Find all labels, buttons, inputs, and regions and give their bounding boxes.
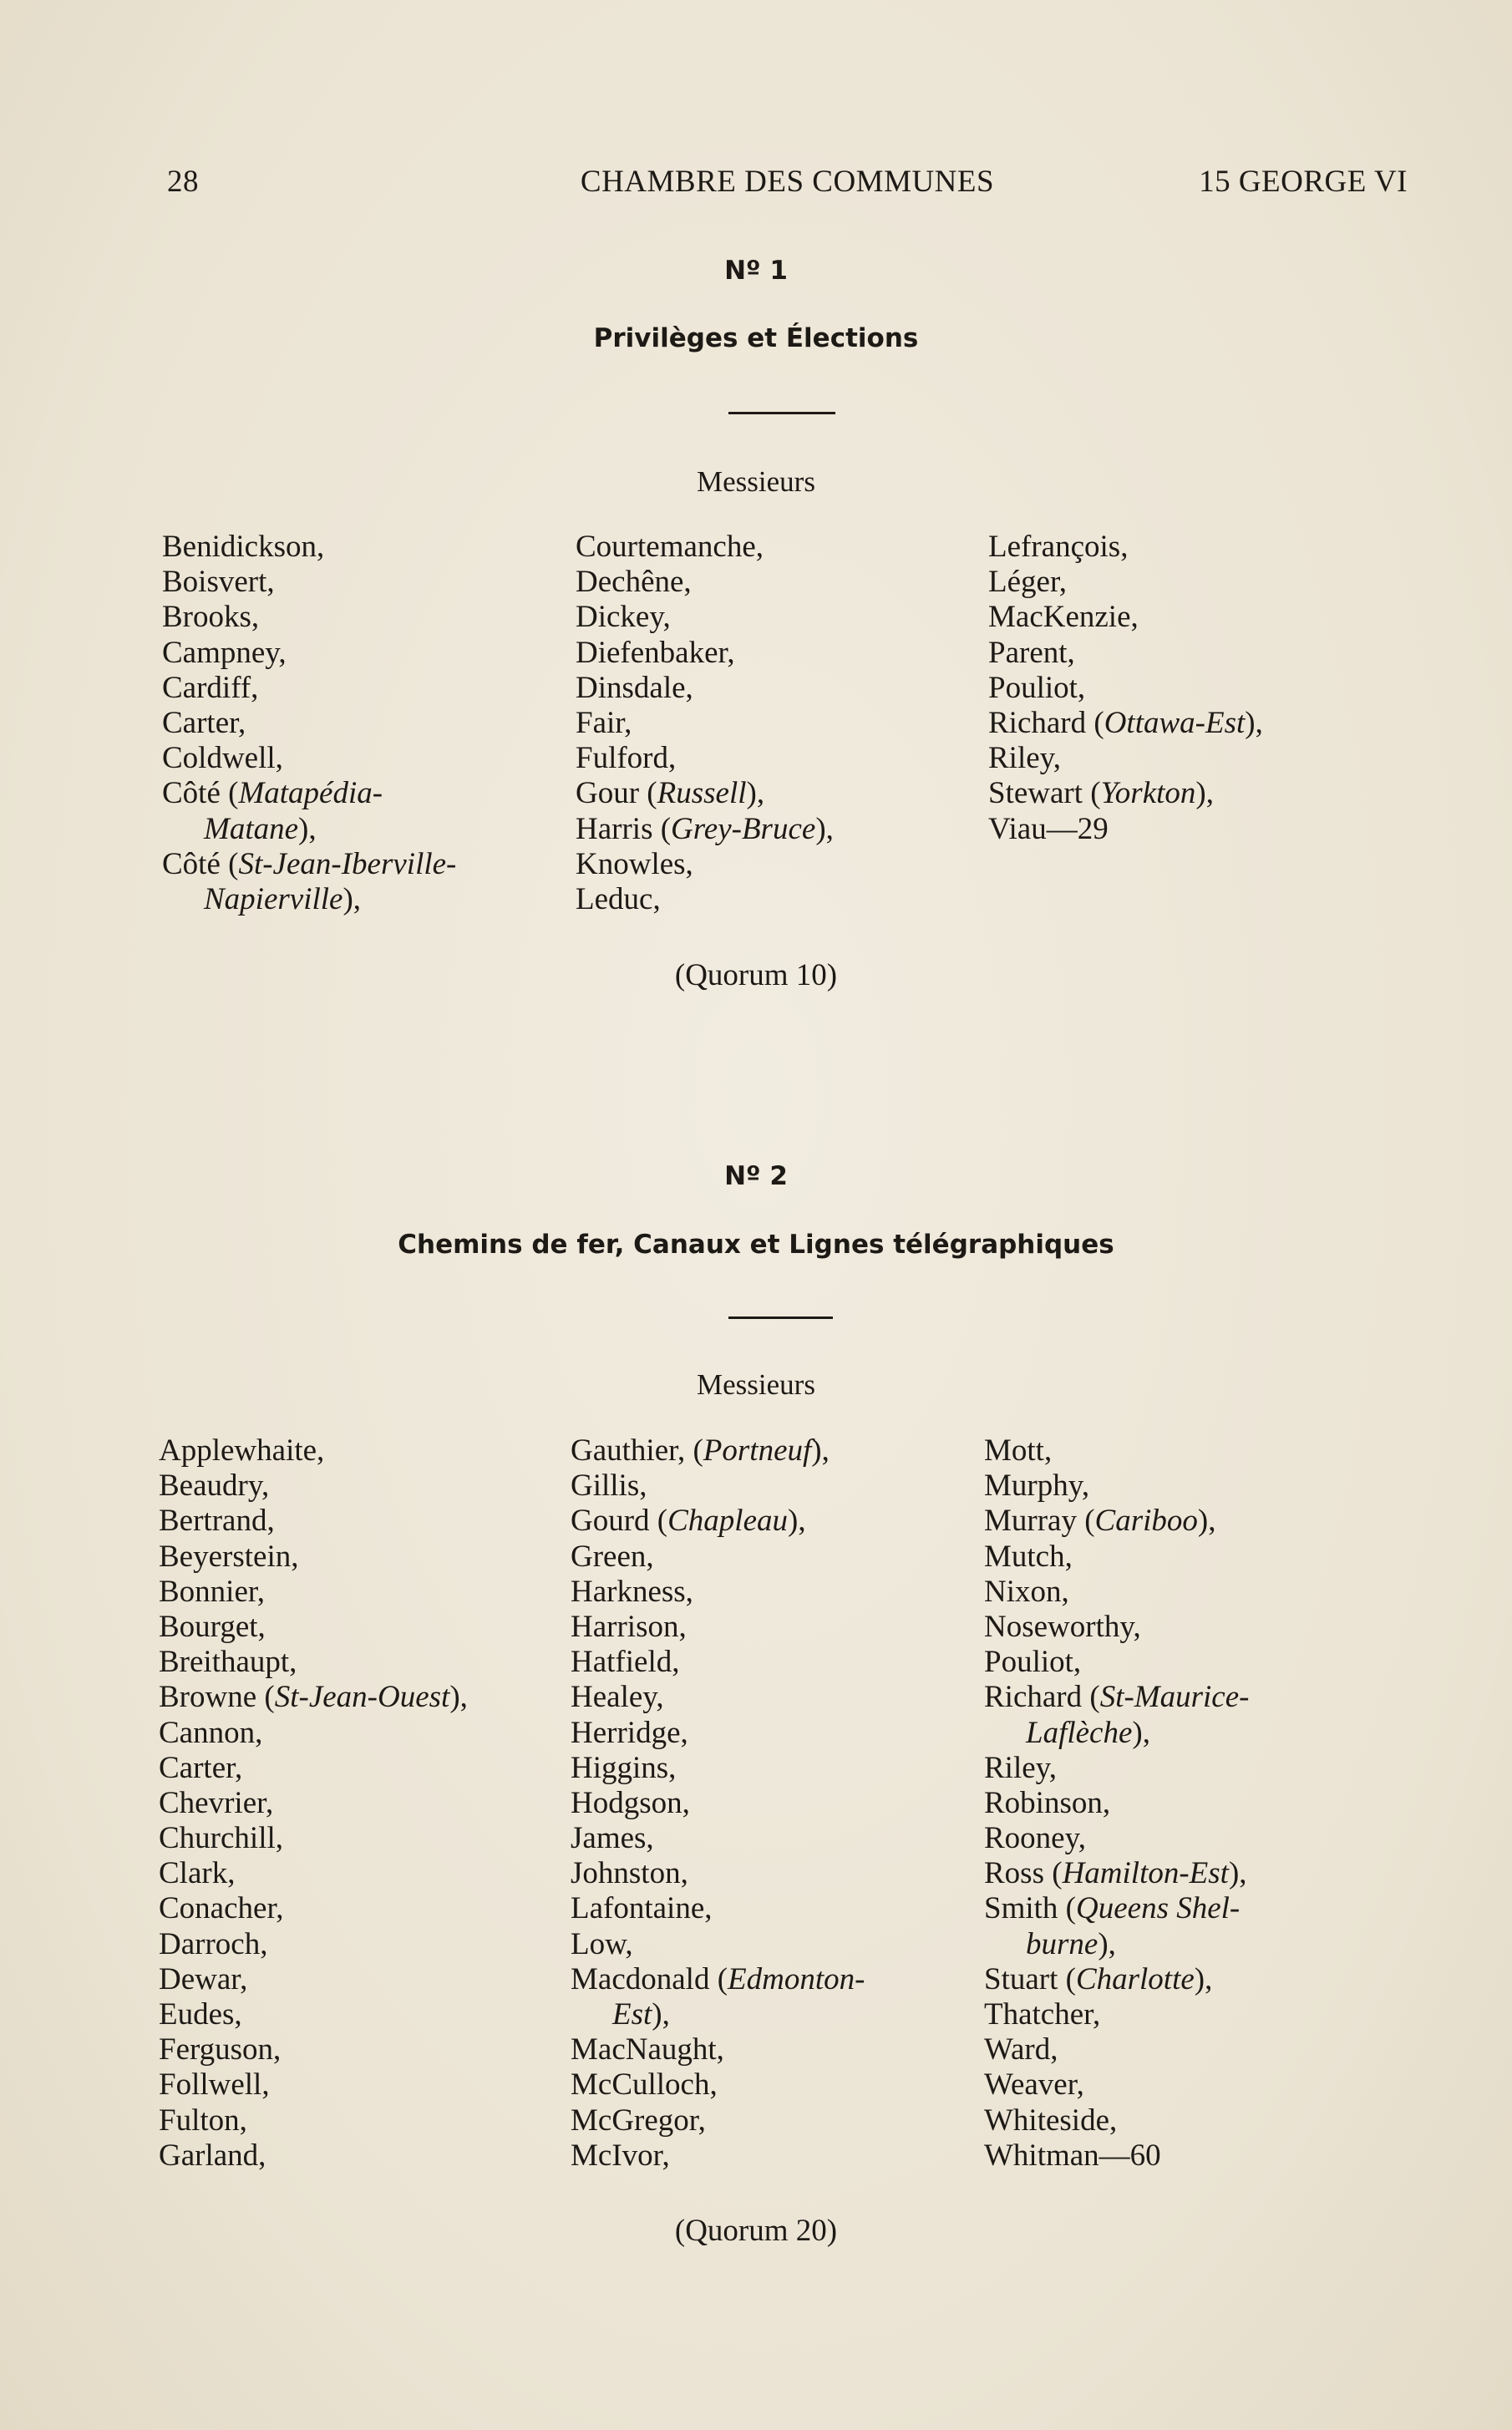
member-name: Dickey, xyxy=(576,600,671,635)
member-name: Pouliot, xyxy=(984,1645,1082,1680)
member-name: Lefrançois, xyxy=(988,530,1129,564)
committee-1-members-heading: Messieurs xyxy=(697,465,815,498)
member-name: Darroch, xyxy=(159,1926,268,1961)
member-name: Côté (Matapédia- xyxy=(162,776,383,811)
member-name: Leduc, xyxy=(576,881,661,916)
committee-1-column-2 xyxy=(576,530,834,917)
member-name: Noseworthy, xyxy=(984,1609,1141,1644)
member-name: Follwell, xyxy=(159,2067,270,2103)
member-name: Brooks, xyxy=(162,600,260,635)
member-name: Johnston, xyxy=(571,1856,688,1891)
member-name: Nixon, xyxy=(984,1574,1069,1609)
member-name: Browne (St-Jean-Ouest), xyxy=(159,1680,468,1715)
member-name: Parent, xyxy=(988,635,1075,670)
page-number: 28 xyxy=(167,165,199,199)
member-name: Est), xyxy=(612,1997,670,2032)
member-name: Riley, xyxy=(988,741,1062,776)
member-name: Low, xyxy=(571,1926,633,1961)
member-name: Bonnier, xyxy=(159,1574,265,1609)
member-name: Conacher, xyxy=(159,1891,284,1926)
member-name: Churchill, xyxy=(159,1821,284,1856)
member-name: Harris (Grey-Bruce), xyxy=(576,811,834,846)
member-name: Gillis, xyxy=(571,1469,647,1504)
member-name: Robinson, xyxy=(984,1785,1111,1820)
member-name: Weaver, xyxy=(984,2067,1084,2103)
member-name: James, xyxy=(571,1821,654,1856)
member-name: Dechêne, xyxy=(576,565,692,600)
committee-1-quorum: (Quorum 10) xyxy=(674,958,838,992)
member-name: McIvor, xyxy=(571,2138,670,2173)
member-name: Garland, xyxy=(159,2138,266,2173)
member-name: Macdonald (Edmonton- xyxy=(571,1961,865,1996)
member-name: Ferguson, xyxy=(159,2032,282,2067)
member-name: Beyerstein, xyxy=(159,1539,299,1574)
member-name: Whiteside, xyxy=(984,2103,1118,2138)
member-name: Viau—29 xyxy=(988,811,1109,846)
member-name: Richard (St-Maurice- xyxy=(984,1680,1250,1715)
member-name: Hatfield, xyxy=(571,1645,680,1680)
member-name: MacKenzie, xyxy=(988,600,1139,635)
member-name: Richard (Ottawa-Est), xyxy=(988,705,1263,740)
member-name: Ross (Hamilton-Est), xyxy=(984,1856,1247,1891)
member-name: Chevrier, xyxy=(159,1785,274,1820)
member-name: Fulford, xyxy=(576,741,677,776)
member-name: Higgins, xyxy=(571,1750,677,1785)
member-name: Thatcher, xyxy=(984,1997,1101,2032)
member-name: Léger, xyxy=(988,565,1068,600)
member-name: Gourd (Chapleau), xyxy=(571,1504,806,1539)
member-name: McGregor, xyxy=(571,2103,706,2138)
member-name: Fair, xyxy=(576,705,632,740)
member-name: Breithaupt, xyxy=(159,1645,297,1680)
member-name: Gour (Russell), xyxy=(576,776,765,811)
member-name: Coldwell, xyxy=(162,741,283,776)
member-name: Eudes, xyxy=(159,1997,242,2032)
member-name: McCulloch, xyxy=(571,2067,718,2103)
member-name: Herridge, xyxy=(571,1715,688,1750)
member-name: Clark, xyxy=(159,1856,236,1891)
member-name: Boisvert, xyxy=(162,565,275,600)
committee-2-name: Chemins de fer, Canaux et Lignes télégraphiques xyxy=(398,1230,1114,1260)
committee-2-column-1 xyxy=(159,1433,468,2174)
regnal-year: 15 GEORGE VI xyxy=(1199,165,1408,199)
member-name: Hodgson, xyxy=(571,1785,690,1820)
member-name: burne), xyxy=(1026,1926,1116,1961)
member-name: Côté (St-Jean-Iberville- xyxy=(162,846,457,881)
committee-1-column-1 xyxy=(162,530,456,917)
member-name: Harrison, xyxy=(571,1609,687,1644)
member-name: Mott, xyxy=(984,1433,1053,1468)
member-name: Rooney, xyxy=(984,1821,1086,1856)
member-name: Laflèche), xyxy=(1026,1715,1150,1750)
member-name: Carter, xyxy=(162,705,246,740)
committee-1-column-3 xyxy=(988,530,1263,847)
section-rule xyxy=(728,1316,833,1319)
member-name: Mutch, xyxy=(984,1539,1073,1574)
member-name: Lafontaine, xyxy=(571,1891,713,1926)
member-name: Dinsdale, xyxy=(576,670,693,705)
member-name: Stewart (Yorkton), xyxy=(988,776,1214,811)
member-name: Cardiff, xyxy=(162,670,259,705)
member-name: Murphy, xyxy=(984,1469,1090,1504)
member-name: Cannon, xyxy=(159,1715,263,1750)
member-name: Healey, xyxy=(571,1680,664,1715)
member-name: Gauthier, (Portneuf), xyxy=(571,1433,830,1468)
member-name: Smith (Queens Shel- xyxy=(984,1891,1241,1926)
member-name: Whitman—60 xyxy=(984,2138,1161,2173)
member-name: MacNaught, xyxy=(571,2032,724,2067)
member-name: Murray (Cariboo), xyxy=(984,1504,1216,1539)
committee-2-number: Nº 2 xyxy=(724,1161,788,1191)
committee-2-column-3 xyxy=(984,1433,1249,2174)
committee-1-number: Nº 1 xyxy=(724,256,788,286)
running-head xyxy=(167,164,1408,204)
member-name: Fulton, xyxy=(159,2103,247,2138)
member-name: Harkness, xyxy=(571,1574,693,1609)
member-name: Dewar, xyxy=(159,1961,248,1996)
section-rule xyxy=(728,412,835,414)
member-name: Bourget, xyxy=(159,1609,266,1644)
member-name: Courtemanche, xyxy=(576,530,764,564)
member-name: Beaudry, xyxy=(159,1469,270,1504)
running-title: CHAMBRE DES COMMUNES xyxy=(580,165,995,199)
member-name: Napierville), xyxy=(204,881,362,916)
committee-2-members-heading: Messieurs xyxy=(697,1368,815,1401)
committee-1-name: Privilèges et Élections xyxy=(593,323,919,353)
member-name: Green, xyxy=(571,1539,654,1574)
member-name: Bertrand, xyxy=(159,1504,275,1539)
member-name: Pouliot, xyxy=(988,670,1086,705)
member-name: Matane), xyxy=(204,811,317,846)
member-name: Benidickson, xyxy=(162,530,325,564)
member-name: Stuart (Charlotte), xyxy=(984,1961,1213,1996)
member-name: Riley, xyxy=(984,1750,1058,1785)
committee-2-quorum: (Quorum 20) xyxy=(674,2214,838,2248)
member-name: Applewhaite, xyxy=(159,1433,325,1468)
member-name: Diefenbaker, xyxy=(576,635,735,670)
member-name: Knowles, xyxy=(576,846,693,881)
committee-2-column-2 xyxy=(571,1433,865,2174)
member-name: Ward, xyxy=(984,2032,1058,2067)
member-name: Carter, xyxy=(159,1750,243,1785)
member-name: Campney, xyxy=(162,635,287,670)
